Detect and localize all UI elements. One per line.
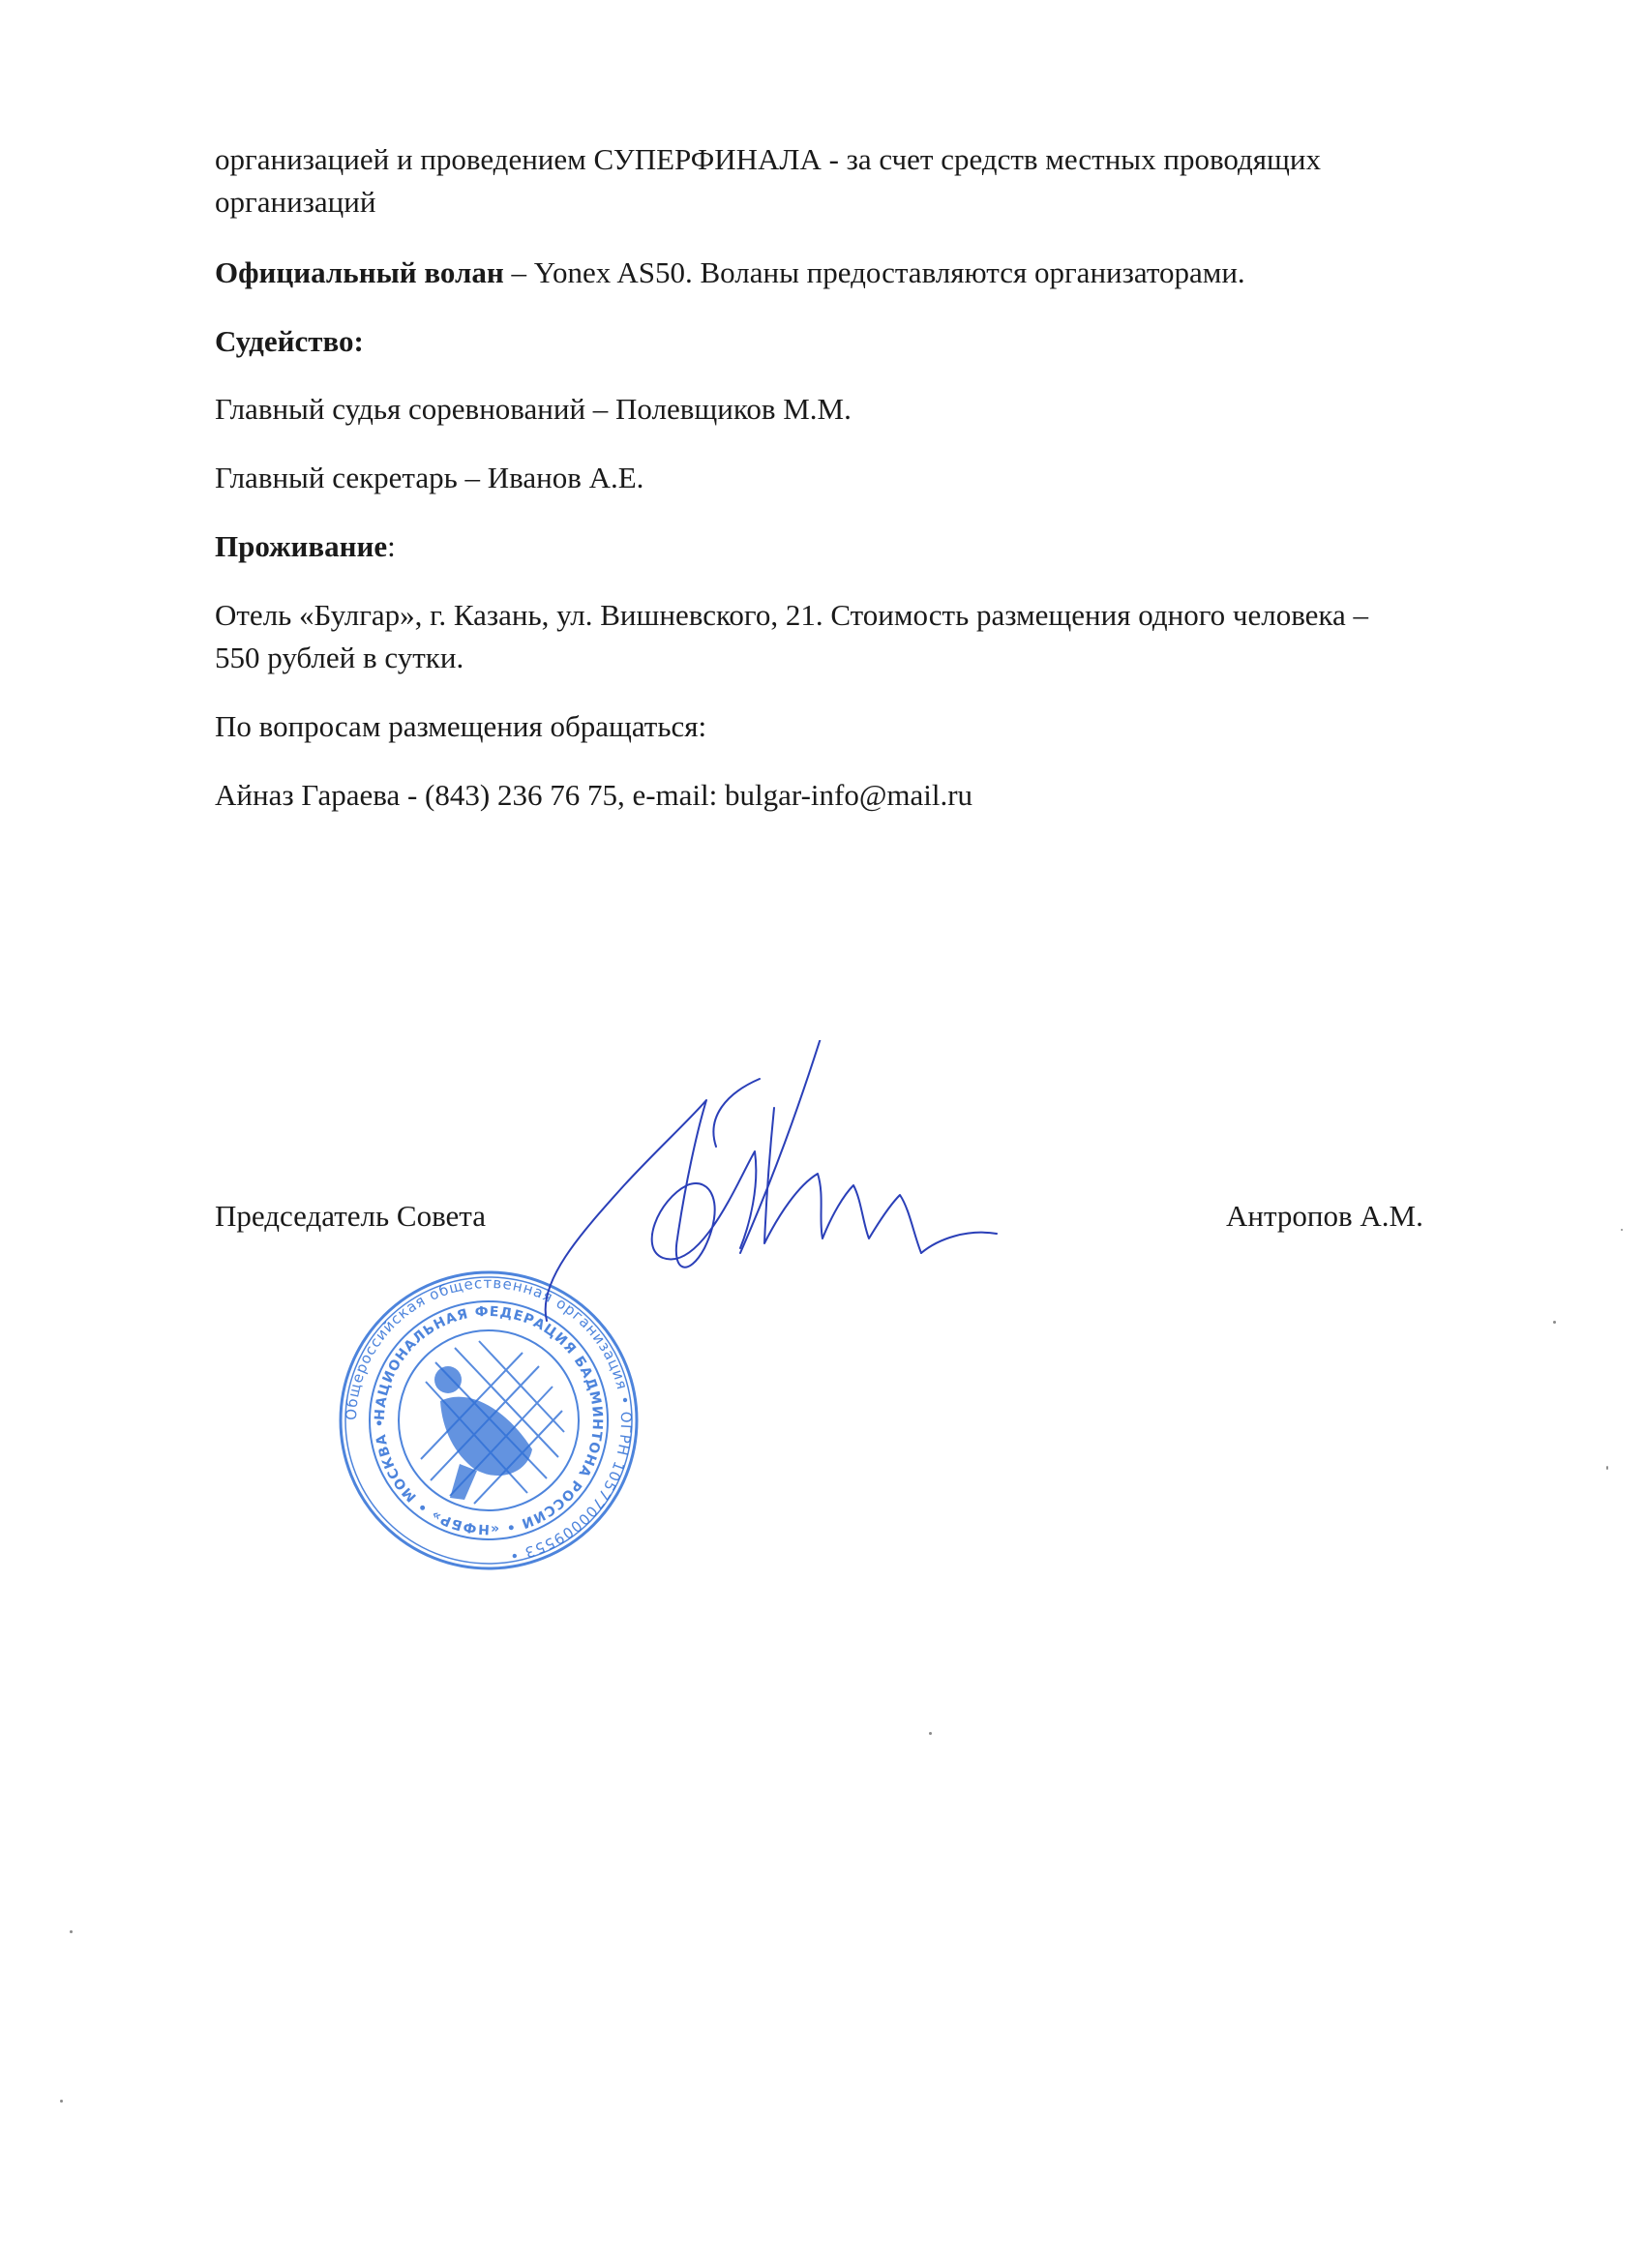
scan-speck	[70, 1930, 73, 1933]
refereeing-heading	[215, 317, 364, 366]
funding-line-1: организацией и проведением СУПЕРФИНАЛА - за счет средств местных проводящих	[215, 142, 1322, 176]
accommodation-colon: :	[387, 529, 396, 563]
shuttle-label: Официальный волан	[215, 255, 504, 289]
chief-secretary: Главный секретарь – Иванов А.Е.	[215, 461, 644, 494]
stamp-figure	[434, 1366, 532, 1500]
hotel-line-1: Отель «Булгар», г. Казань, ул. Вишневского, 21. Стоимость размещения одного человека –	[215, 598, 1369, 632]
signature	[542, 1040, 1045, 1359]
contact-intro: По вопросам размещения обращаться:	[215, 709, 707, 743]
shuttle-text: – Yonex AS50. Воланы предоставляются организаторами.	[503, 255, 1245, 289]
scan-speck	[1621, 1229, 1623, 1231]
hotel-line-2: 550 рублей в сутки.	[215, 641, 464, 674]
scan-speck	[1553, 1321, 1556, 1324]
scan-speck	[1606, 1466, 1608, 1470]
scan-speck	[929, 1732, 932, 1735]
stamp-outer-text: Общероссийская общественная организация • ОГРН 1057700009553 •	[342, 1273, 636, 1566]
signer-title: Председатель Совета	[215, 1199, 486, 1233]
scan-speck	[60, 2100, 63, 2103]
shuttle-paragraph	[215, 249, 1245, 297]
signer-name: Антропов А.М.	[1226, 1199, 1423, 1233]
refereeing-heading-text: Судейство:	[215, 324, 364, 358]
accommodation-heading	[215, 522, 396, 571]
chief-referee: Главный судья соревнований – Полевщиков М.М.	[215, 392, 852, 426]
contact-line: Айназ Гараева - (843) 236 76 75, e-mail: bulgar-info@mail.ru	[215, 778, 973, 812]
funding-line-2: организаций	[215, 185, 376, 219]
accommodation-heading-text: Проживание	[215, 529, 388, 563]
stamp-inner-text: НАЦИОНАЛЬНАЯ ФЕДЕРАЦИЯ БАДМИНТОНА РОССИИ • «НФБР» • МОСКВА •	[372, 1303, 606, 1537]
